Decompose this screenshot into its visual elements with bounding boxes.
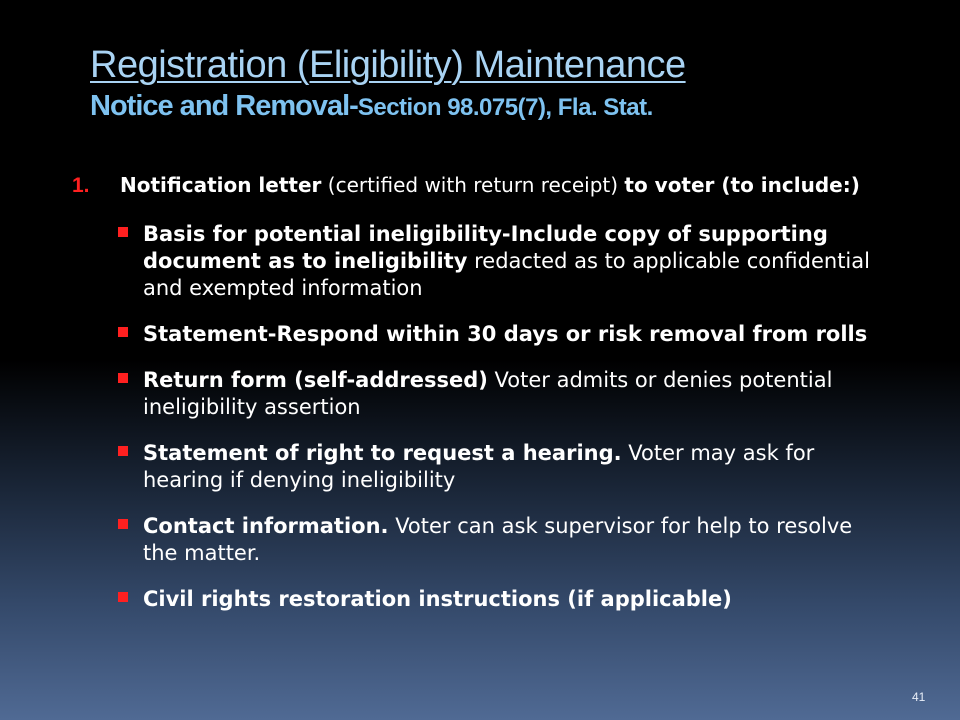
- square-bullet-icon: [118, 446, 128, 456]
- slide-content: [72, 172, 882, 632]
- bullet-item-hearing: [118, 440, 882, 494]
- subtitle-main: Notice and Removal-: [90, 90, 358, 122]
- page-number: 41: [912, 690, 926, 704]
- bullet-text: Voter can ask supervisor for help to resolve the matter.: [143, 514, 853, 565]
- bullet-text: Voter admits or denies potential ineligibility assertion: [143, 368, 833, 419]
- square-bullet-icon: [118, 373, 128, 383]
- bullet-bold: Civil rights restoration instructions (if applicable): [143, 587, 732, 611]
- bullet-item-contact: [118, 513, 882, 567]
- bullet-bold: Return form (self-addressed): [143, 368, 488, 392]
- bullet-item-statement: [118, 321, 882, 348]
- square-bullet-icon: [118, 327, 128, 337]
- bullet-bold: Contact information.: [143, 514, 389, 538]
- slide-title: Registration (Eligibility) Maintenance: [90, 44, 686, 86]
- numbered-item-1: [72, 172, 882, 199]
- item-normal-text: (certified with return receipt): [321, 173, 625, 197]
- bullet-bold: Statement of right to request a hearing.: [143, 441, 622, 465]
- bullet-text: redacted as to applicable confidential and exempted information: [143, 249, 870, 300]
- slide-subtitle: [90, 90, 930, 123]
- square-bullet-icon: [118, 227, 128, 237]
- bullet-item-civil-rights: [118, 586, 882, 613]
- subtitle-statute-ref: Section 98.075(7), Fla. Stat.: [357, 94, 653, 121]
- title-block: [90, 42, 930, 123]
- square-bullet-icon: [118, 519, 128, 529]
- item-number: 1.: [72, 174, 90, 197]
- bullet-item-return-form: [118, 367, 882, 421]
- square-bullet-icon: [118, 592, 128, 602]
- bullet-item-basis: [118, 221, 882, 302]
- bullet-text: Voter may ask for hearing if denying ineligibility: [143, 441, 815, 492]
- bullet-list: [72, 221, 882, 613]
- bullet-bold: Basis for potential ineligibility-Include copy of supporting document as to ineligibility: [143, 222, 828, 273]
- item-bold-tail: to voter (to include:): [624, 173, 860, 197]
- bullet-bold: Statement-Respond within 30 days or risk removal from rolls: [143, 322, 868, 346]
- item-bold-lead: Notification letter: [120, 173, 322, 197]
